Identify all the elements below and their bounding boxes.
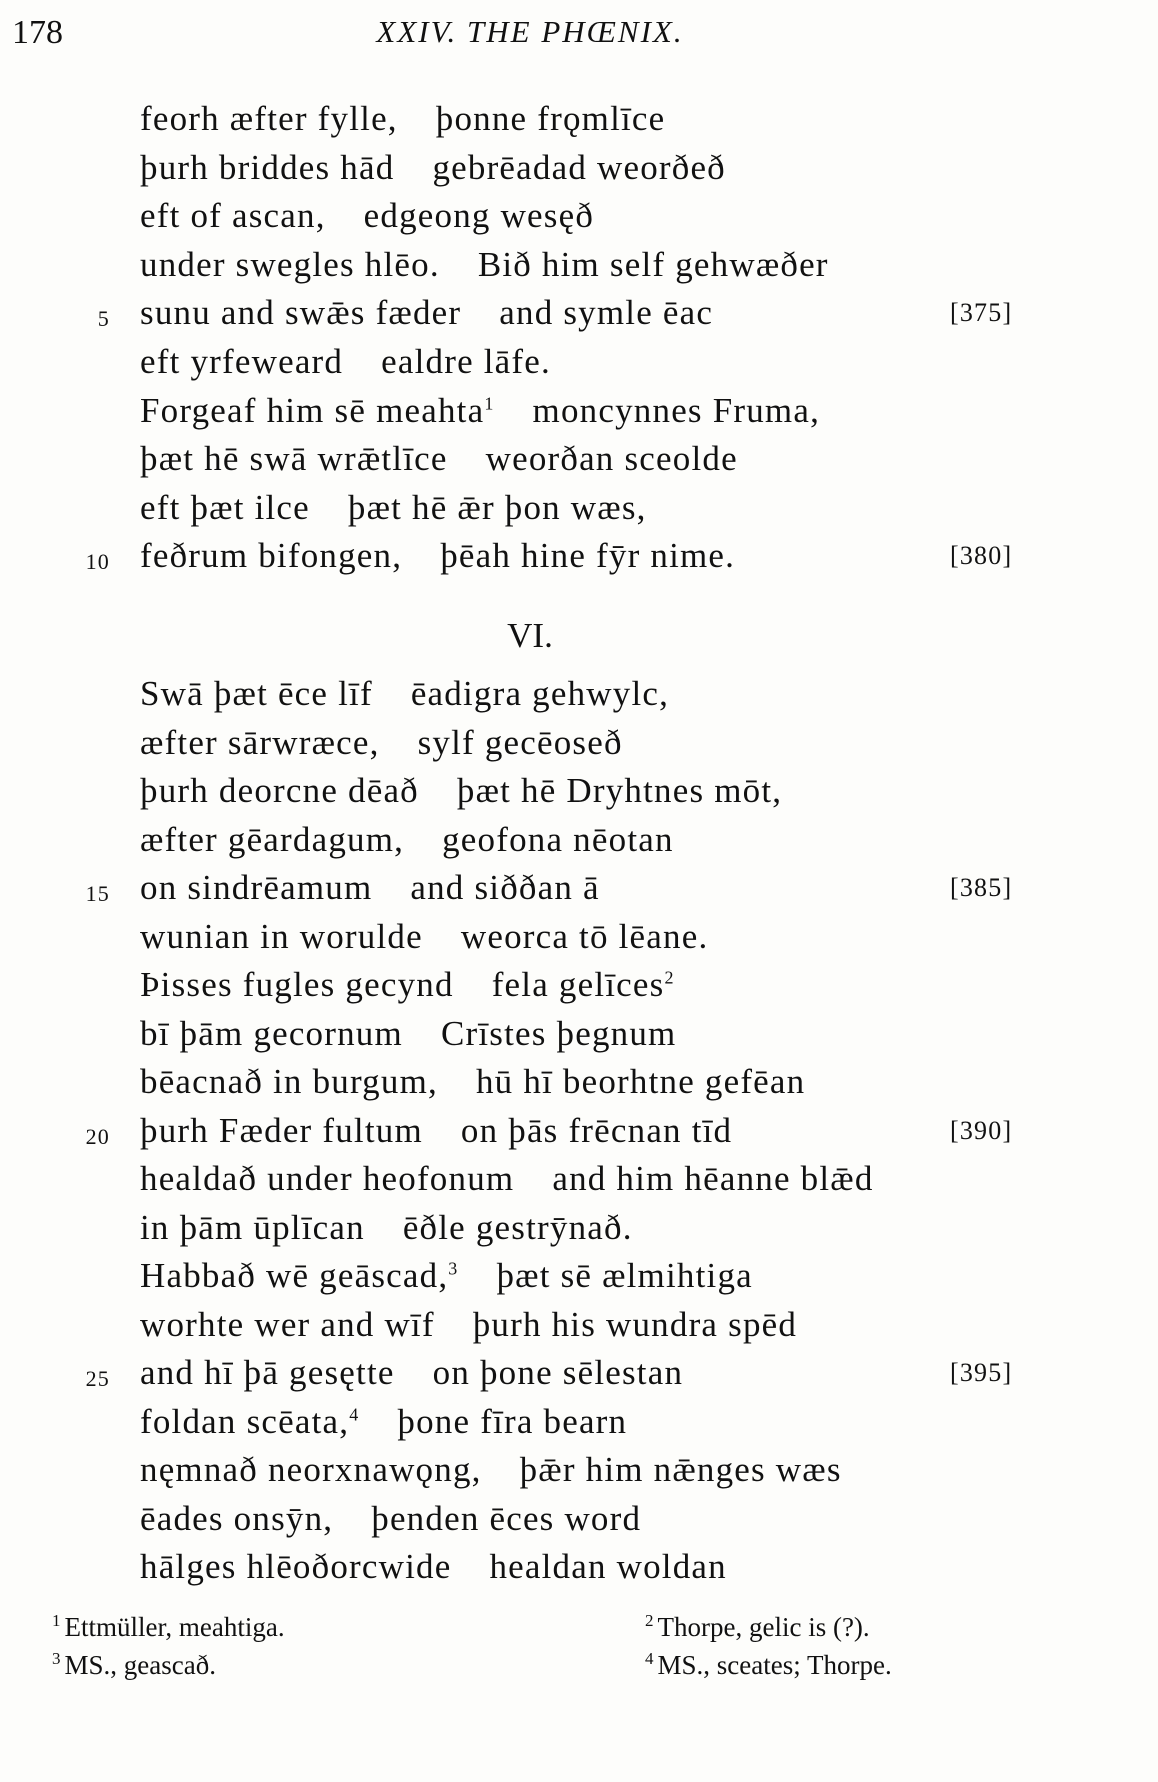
- footnote-mark: 4: [645, 1649, 654, 1668]
- first-half-line: Forgeaf him sē meahta: [140, 390, 485, 430]
- verse-text: [140, 719, 623, 767]
- second-half-line: and siððan ā: [410, 868, 600, 907]
- verse-text: [140, 1543, 727, 1591]
- first-half-line: þurh deorcne dēað: [140, 771, 419, 810]
- verse-reference: [385]: [950, 873, 1013, 902]
- second-half-line: hū hī beorhtne gefēan: [475, 1062, 806, 1101]
- verse-reference: [390]: [950, 1115, 1013, 1145]
- verse-text: [140, 1155, 874, 1203]
- verse-text: [140, 1495, 641, 1543]
- verse-line: [0, 484, 1158, 532]
- verse-line: [0, 387, 1158, 435]
- verse-text: [140, 1204, 633, 1252]
- footnote-1: [52, 1612, 285, 1643]
- verse-line: [0, 532, 1158, 580]
- verse-text: [140, 1010, 676, 1058]
- footnote-text: Thorpe, gelic is (?).: [657, 1612, 870, 1642]
- verse-text: [140, 1349, 683, 1397]
- second-half-line: healdan woldan: [489, 1547, 727, 1586]
- verse-line: [0, 1301, 1158, 1349]
- verse-text: [140, 816, 674, 864]
- second-half-line: sylf gecēoseð: [417, 722, 623, 762]
- first-half-line: eft þæt ilce: [140, 487, 310, 527]
- verse-text: [140, 484, 647, 532]
- footnote-text: MS., sceates; Thorpe.: [657, 1650, 892, 1680]
- second-half-line: moncynnes Fruma,: [532, 390, 821, 430]
- second-half-line: gebrēadad weorðeð: [432, 147, 726, 187]
- first-half-line: under swegles hlēo.: [140, 244, 440, 284]
- verse-text: [140, 670, 669, 718]
- verse-text: [140, 1252, 753, 1300]
- verse-line: [0, 1155, 1158, 1203]
- second-half-line: þæt hē ǣr þon wæs,: [347, 487, 647, 527]
- second-half-line: þonne frǫmlīce: [435, 99, 666, 138]
- verse-line: [0, 1252, 1158, 1300]
- footnote-2: [645, 1612, 870, 1643]
- verse-text: [140, 532, 735, 580]
- second-half-line: geofona nēotan: [442, 819, 674, 859]
- verse-text: [140, 1058, 805, 1106]
- second-half-line: þǣr him nǣnges wæs: [519, 1450, 842, 1489]
- second-half-line: on þās frēcnan tīd: [460, 1110, 733, 1150]
- first-half-line: þurh briddes hād: [140, 147, 395, 187]
- page-number: 178: [12, 14, 63, 51]
- first-half-line: Habbað wē geāscad,: [140, 1256, 449, 1295]
- verse-line: [0, 913, 1158, 961]
- second-half-line: on þone sēlestan: [432, 1353, 684, 1392]
- verse-text: [140, 95, 665, 143]
- second-half-line: and him hēanne blǣd: [552, 1159, 874, 1198]
- first-half-line: worhte wer and wīf: [140, 1304, 435, 1344]
- verse-line: [0, 864, 1158, 912]
- verse-text: [140, 864, 600, 912]
- first-half-line: þæt hē swā wrǣtlīce: [140, 439, 448, 479]
- verse-line: [0, 1446, 1158, 1494]
- verse-text: [140, 192, 594, 240]
- verse-line: [0, 1107, 1158, 1155]
- verse-text: [140, 387, 820, 435]
- second-half-line: Crīstes þegnum: [440, 1013, 677, 1053]
- verse-line: [0, 767, 1158, 815]
- first-half-line: þurh Fæder fultum: [140, 1110, 423, 1150]
- second-half-line: edgeong wesęð: [363, 196, 595, 236]
- first-half-line: bēacnað in burgum,: [140, 1062, 438, 1101]
- verse-line: [0, 1204, 1158, 1252]
- second-half-line: weorca tō lēane.: [460, 916, 709, 956]
- line-number: 20: [85, 1123, 110, 1149]
- verse-text: [140, 913, 708, 961]
- second-half-line: þæt sē ælmihtiga: [496, 1256, 753, 1295]
- verse-text: [140, 1301, 797, 1349]
- verse-line: [0, 961, 1158, 1009]
- verse-line: [0, 719, 1158, 767]
- verse-line: [0, 1010, 1158, 1058]
- second-half-line: þæt hē Dryhtnes mōt,: [456, 771, 783, 810]
- first-half-line: foldan scēata,: [140, 1401, 350, 1441]
- first-half-line: bī þām gecornum: [140, 1013, 403, 1053]
- line-number: 5: [97, 306, 110, 332]
- verse-text: [140, 289, 713, 337]
- verse-text: [140, 1446, 842, 1494]
- footnote-3: [52, 1650, 216, 1681]
- verse-text: [140, 961, 675, 1009]
- verse-line: [0, 1543, 1158, 1591]
- verse-line: [0, 435, 1158, 483]
- verse-line: [0, 1058, 1158, 1106]
- verse-reference: [375]: [950, 298, 1013, 328]
- footnote-ref: 3: [448, 1258, 459, 1279]
- verse-text: [140, 1398, 627, 1446]
- first-half-line: sunu and swǣs fæder: [140, 293, 462, 333]
- second-half-line: Bið him self gehwæðer: [477, 244, 829, 284]
- first-half-line: hālges hlēoðorcwide: [140, 1547, 452, 1586]
- second-half-line: ealdre lāfe.: [381, 342, 551, 381]
- first-half-line: healdað under heofonum: [140, 1159, 515, 1198]
- footnote-mark: 3: [52, 1649, 61, 1668]
- second-half-line: ēðle gestrȳnað.: [402, 1207, 633, 1247]
- first-half-line: æfter gēardagum,: [140, 819, 405, 859]
- verse-line: [0, 144, 1158, 192]
- first-half-line: feorh æfter fylle,: [140, 99, 398, 138]
- verse-line: [0, 192, 1158, 240]
- verse-line: [0, 338, 1158, 386]
- verse-line: [0, 1495, 1158, 1543]
- verse-reference: [380]: [950, 541, 1013, 571]
- first-half-line: Þisses fugles gecynd: [140, 965, 454, 1004]
- verse-reference: [395]: [950, 1358, 1013, 1387]
- verse-line: [0, 95, 1158, 143]
- footnote-ref: 2: [664, 967, 675, 988]
- first-half-line: eft yrfeweard: [140, 342, 344, 381]
- footnote-ref: 4: [349, 1403, 360, 1424]
- first-half-line: nęmnað neorxnawǫng,: [140, 1450, 482, 1489]
- verse-text: [140, 767, 782, 815]
- second-half-line: þenden ēces word: [371, 1498, 642, 1538]
- second-half-line: þēah hine fȳr nime.: [440, 536, 736, 576]
- footnote-mark: 2: [645, 1611, 654, 1630]
- line-number: 15: [85, 881, 110, 906]
- verse-line: [0, 1398, 1158, 1446]
- second-half-line: þone fīra bearn: [397, 1401, 628, 1441]
- running-title: XXIV. THE PHŒNIX.: [376, 14, 684, 49]
- first-half-line: Swā þæt ēce līf: [140, 674, 373, 713]
- verse-line: [0, 670, 1158, 718]
- verse-text: [140, 1107, 732, 1155]
- second-half-line: ēadigra gehwylc,: [410, 674, 670, 713]
- verse-text: [140, 338, 551, 386]
- first-half-line: feðrum bifongen,: [140, 536, 403, 576]
- second-half-line: weorðan sceolde: [485, 439, 738, 479]
- footnote-text: MS., geascað.: [64, 1650, 216, 1680]
- first-half-line: in þām ūplīcan: [140, 1207, 365, 1247]
- line-number: 10: [85, 549, 110, 575]
- verse-line: [0, 816, 1158, 864]
- second-half-line: þurh his wundra spēd: [472, 1304, 798, 1344]
- verse-line: [0, 1349, 1158, 1397]
- verse-line: [0, 289, 1158, 337]
- verse-text: [140, 144, 726, 192]
- footnote-text: Ettmüller, meahtiga.: [64, 1612, 285, 1642]
- first-half-line: æfter sārwræce,: [140, 722, 380, 762]
- first-half-line: eft of ascan,: [140, 196, 326, 236]
- verse-line: [0, 241, 1158, 289]
- footnote-4: [645, 1650, 892, 1681]
- verse-text: [140, 241, 829, 289]
- verse-text: [140, 435, 738, 483]
- second-half-line: fela gelīces: [491, 965, 665, 1004]
- first-half-line: and hī þā gesętte: [140, 1353, 395, 1392]
- line-number: 25: [85, 1366, 110, 1391]
- footnote-mark: 1: [52, 1611, 61, 1630]
- second-half-line: and symle ēac: [499, 293, 714, 333]
- section-heading: VI.: [507, 616, 553, 655]
- first-half-line: on sindrēamum: [140, 868, 373, 907]
- footnote-ref: 1: [484, 392, 495, 413]
- first-half-line: wunian in worulde: [140, 916, 423, 956]
- first-half-line: ēades onsȳn,: [140, 1498, 334, 1538]
